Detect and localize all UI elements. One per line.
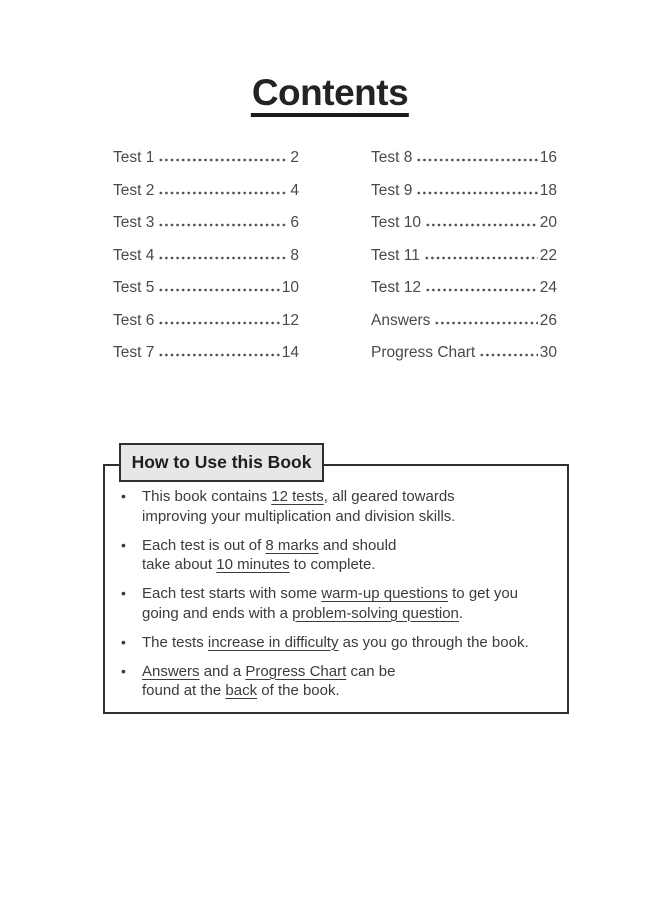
toc-entry	[371, 279, 557, 297]
toc-column-left	[113, 149, 299, 377]
toc-leader-dots	[425, 288, 538, 292]
how-to-use-bullet-list	[121, 487, 561, 710]
toc-entry-label: Test 5	[113, 279, 155, 296]
toc-entry	[113, 312, 299, 330]
toc-entry-label: Test 12	[371, 279, 421, 296]
table-of-contents	[113, 149, 557, 377]
how-to-use-heading: How to Use this Book	[131, 452, 312, 472]
bullet-text: Each test is out of 8 marks and should take about 10 minutes to complete.	[142, 536, 397, 573]
toc-entry-label: Test 8	[371, 149, 413, 166]
toc-entry-label: Test 11	[371, 246, 420, 264]
bullet-marker-icon: •	[121, 536, 126, 553]
toc-entry-page: 6	[290, 214, 299, 231]
bullet-text: Answers and a Progress Chart can be found at the back of the book.	[142, 662, 396, 699]
toc-entry-page: 8	[290, 246, 299, 264]
toc-entry-label: Test 10	[371, 214, 421, 231]
bullet-item	[121, 536, 561, 575]
toc-entry-page: 22	[539, 246, 557, 264]
bullet-marker-icon: •	[121, 585, 126, 601]
toc-entry-label: Test 2	[113, 181, 155, 199]
bullet-text: Each test starts with some warm-up questions to get you going and ends with a problem-solving question.	[142, 585, 519, 622]
toc-entry	[371, 247, 557, 265]
toc-leader-dots	[158, 321, 279, 325]
toc-leader-dots	[434, 321, 537, 325]
bullet-item	[121, 487, 561, 526]
toc-column-right	[371, 149, 557, 377]
toc-entry-page: 30	[539, 344, 557, 361]
toc-entry	[113, 182, 299, 200]
toc-entry-page: 4	[290, 181, 299, 199]
toc-entry-page: 10	[281, 279, 299, 296]
toc-entry	[113, 214, 299, 232]
toc-leader-dots	[479, 353, 538, 357]
toc-leader-dots	[416, 191, 537, 195]
toc-entry-page: 14	[281, 344, 299, 361]
bullet-marker-icon: •	[121, 662, 126, 679]
toc-leader-dots	[158, 158, 288, 162]
toc-entry	[113, 344, 299, 362]
toc-entry-page: 12	[281, 311, 299, 329]
toc-entry	[371, 312, 557, 330]
toc-entry-label: Answers	[371, 311, 431, 329]
toc-entry-label: Test 3	[113, 214, 155, 231]
bullet-item	[121, 633, 561, 653]
toc-leader-dots	[425, 223, 538, 227]
bullet-marker-icon: •	[121, 488, 126, 504]
page-title: Contents	[251, 74, 409, 117]
toc-entry-label: Test 9	[371, 181, 413, 199]
toc-leader-dots	[158, 191, 288, 195]
toc-entry	[371, 149, 557, 167]
bullet-item	[121, 662, 561, 701]
toc-entry-page: 2	[290, 149, 299, 166]
toc-leader-dots	[158, 223, 288, 227]
toc-entry-label: Progress Chart	[371, 344, 476, 361]
toc-entry-label: Test 6	[113, 311, 155, 329]
toc-entry-page: 26	[539, 311, 557, 329]
toc-leader-dots	[424, 256, 538, 260]
toc-entry	[113, 247, 299, 265]
toc-entry	[371, 182, 557, 200]
toc-entry	[371, 344, 557, 362]
bullet-marker-icon: •	[121, 633, 126, 650]
toc-entry-page: 20	[539, 214, 557, 231]
toc-entry-page: 18	[539, 181, 557, 199]
bullet-text: This book contains 12 tests, all geared towards improving your multiplication and division skills.	[142, 488, 456, 525]
how-to-use-heading-tab	[119, 443, 324, 482]
toc-leader-dots	[158, 256, 288, 260]
toc-entry	[113, 279, 299, 297]
toc-entry	[113, 149, 299, 167]
toc-entry-label: Test 4	[113, 246, 155, 264]
toc-leader-dots	[158, 353, 279, 357]
toc-entry-label: Test 7	[113, 344, 155, 361]
toc-entry	[371, 214, 557, 232]
toc-entry-page: 24	[539, 279, 557, 296]
toc-leader-dots	[416, 158, 537, 162]
bullet-text: The tests increase in difficulty as you go through the book.	[142, 633, 529, 651]
toc-leader-dots	[158, 288, 279, 292]
toc-entry-label: Test 1	[113, 149, 155, 166]
toc-entry-page: 16	[539, 149, 557, 166]
bullet-item	[121, 584, 561, 623]
